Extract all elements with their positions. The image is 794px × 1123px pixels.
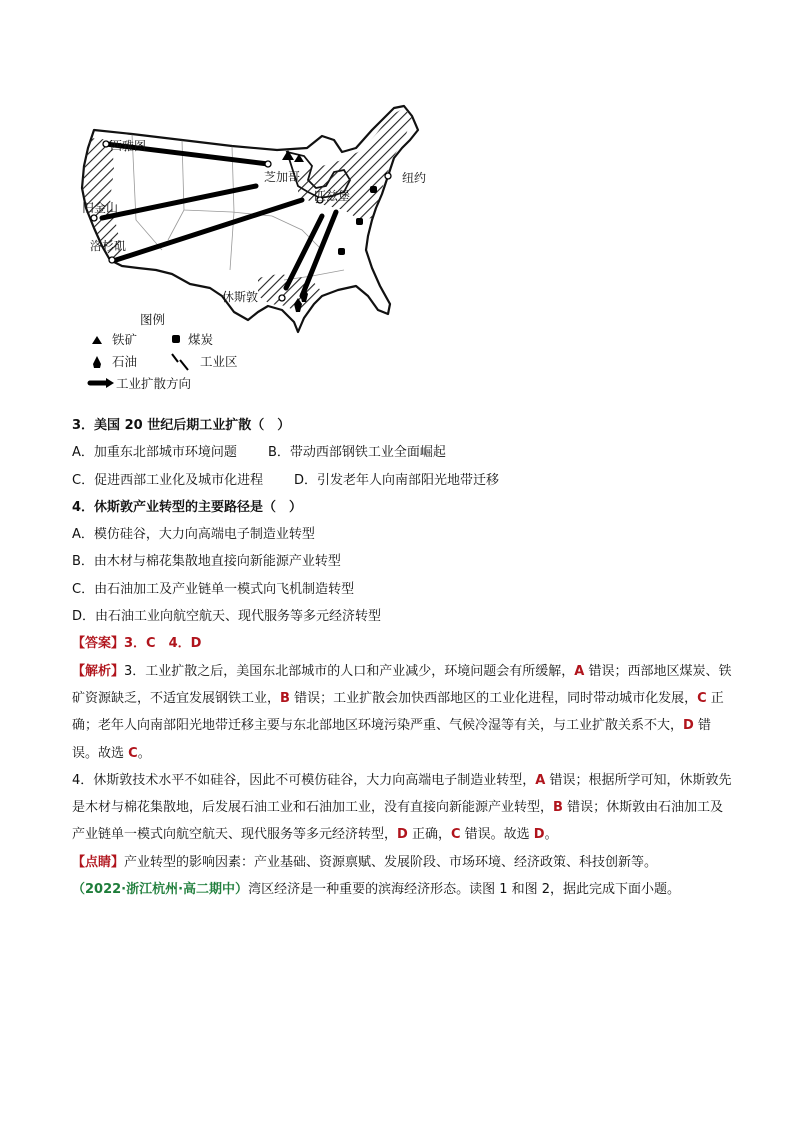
note-line — [72, 849, 732, 876]
q4-option-b: B．由木材与棉花集散地直接向新能源产业转型 — [72, 554, 341, 570]
analysis-text: 错误。故选 — [460, 827, 534, 843]
answer-line — [72, 630, 732, 657]
option-ref: B — [280, 690, 290, 706]
option-ref: C — [128, 745, 138, 761]
q3-option-b: B．带动西部钢铁工业全面崛起 — [268, 445, 446, 461]
q3-option-c: C．促进西部工业化及城市化进程 — [72, 472, 264, 488]
city-label-newyork: 纽约 — [402, 171, 427, 185]
analysis-block — [72, 658, 732, 849]
q3-option-a: A．加重东北部城市环境问题 — [72, 445, 237, 461]
legend-industrial-label: 工业区 — [200, 354, 238, 369]
analysis-label: 【解析】 — [72, 663, 125, 679]
analysis-paragraph-1 — [72, 658, 732, 767]
city-label-losangeles: 洛杉矶 — [90, 239, 127, 253]
analysis-paragraph-2 — [72, 767, 732, 849]
q3-option-d: D．引发老年人向南部阳光地带迁移 — [294, 472, 500, 488]
next-question-text: 湾区经济是一种重要的滨海经济形态。读图 1 和图 2，据此完成下面小题。 — [248, 882, 681, 898]
option-ref: B — [553, 800, 563, 816]
analysis-text: 。 — [137, 745, 151, 761]
q3-options-row1 — [72, 439, 732, 466]
analysis-text: 错误；根据所学可知，休斯敦先是木材与棉花集散地，后发展石油工业和石油加工业，没有直接向新能源产业转型， — [72, 772, 732, 816]
analysis-text: 正确， — [407, 827, 451, 843]
arrow-head-icon — [106, 378, 114, 388]
q4-stem: 4．休斯敦产业转型的主要路径是（ ） — [72, 499, 303, 515]
question-source: （2022·浙江杭州·高二期中） — [72, 882, 249, 898]
coal-icon — [172, 335, 180, 343]
note-text: 产业转型的影响因素：产业基础、资源禀赋、发展阶段、市场环境、经济政策、科技创新等。 — [124, 854, 658, 870]
iron-ore-icon — [92, 336, 102, 344]
oil-icon — [93, 356, 101, 368]
option-ref: A — [574, 663, 585, 679]
answer-label: 【答案】 — [72, 636, 125, 652]
us-industry-map — [72, 100, 432, 400]
analysis-text: 错误；工业扩散会加快西部地区的工业化进程，同时带动城市化发展， — [289, 690, 698, 706]
analysis-text: 错误；休斯敦由石油加工及产业链单一模式向航空航天、现代服务等多元经济转型， — [72, 800, 724, 843]
next-question-intro — [72, 876, 732, 903]
analysis-text: 。 — [544, 827, 558, 843]
question-content — [72, 412, 732, 903]
analysis-text: 3．工业扩散之后，美国东北部城市的人口和产业减少，环境问题会有所缓解， — [124, 663, 575, 679]
answer-value: 3．C 4．D — [124, 636, 202, 652]
industrial-zone-icon — [172, 354, 188, 370]
q4-option-a: A．模仿硅谷，大力向高端电子制造业转型 — [72, 527, 315, 543]
coal-icon — [338, 248, 345, 255]
map-legend — [90, 312, 238, 391]
option-ref: C — [450, 827, 461, 843]
city-label-houston: 休斯敦 — [222, 290, 259, 304]
note-label: 【点睛】 — [72, 854, 125, 870]
city-label-pittsburgh: 匹兹堡 — [314, 189, 351, 203]
q3-stem: 3．美国 20 世纪后期工业扩散（ ） — [72, 418, 291, 433]
option-ref: A — [535, 772, 546, 788]
analysis-text: 错误。故选 — [72, 718, 711, 761]
option-ref: D — [397, 827, 408, 843]
city-label-sanfrancisco: 旧金山 — [82, 201, 119, 215]
option-ref: D — [533, 827, 545, 843]
coal-icon — [356, 218, 363, 225]
analysis-text: 4．休斯敦技术水平不如硅谷，因此不可模仿硅谷，大力向高端电子制造业转型， — [72, 772, 536, 788]
us-map-svg — [72, 100, 432, 400]
q3-options-row2 — [72, 467, 732, 494]
option-ref: D — [683, 718, 694, 734]
q4-option-d: D．由石油工业向航空航天、现代服务等多元经济转型 — [72, 609, 382, 625]
legend-direction-label: 工业扩散方向 — [116, 376, 192, 391]
legend-oil-label: 石油 — [112, 354, 138, 369]
analysis-text: 错误；西部地区煤炭、铁矿资源缺乏，不适宜发展钢铁工业， — [72, 663, 732, 706]
city-label-seattle: 西雅图 — [110, 139, 147, 153]
legend-coal-label: 煤炭 — [188, 332, 214, 347]
coal-icon — [370, 186, 377, 193]
analysis-text: 正确；老年人向南部阳光地带迁移主要与东北部地区环境污染严重、气候冷湿等有关，与工业扩散关系不大， — [72, 690, 724, 734]
legend-iron-label: 铁矿 — [112, 332, 138, 347]
legend-title: 图例 — [140, 312, 166, 327]
q4-option-c: C．由石油加工及产业链单一模式向飞机制造转型 — [72, 581, 355, 597]
option-ref: C — [697, 690, 707, 706]
city-label-chicago: 芝加哥 — [264, 170, 301, 184]
